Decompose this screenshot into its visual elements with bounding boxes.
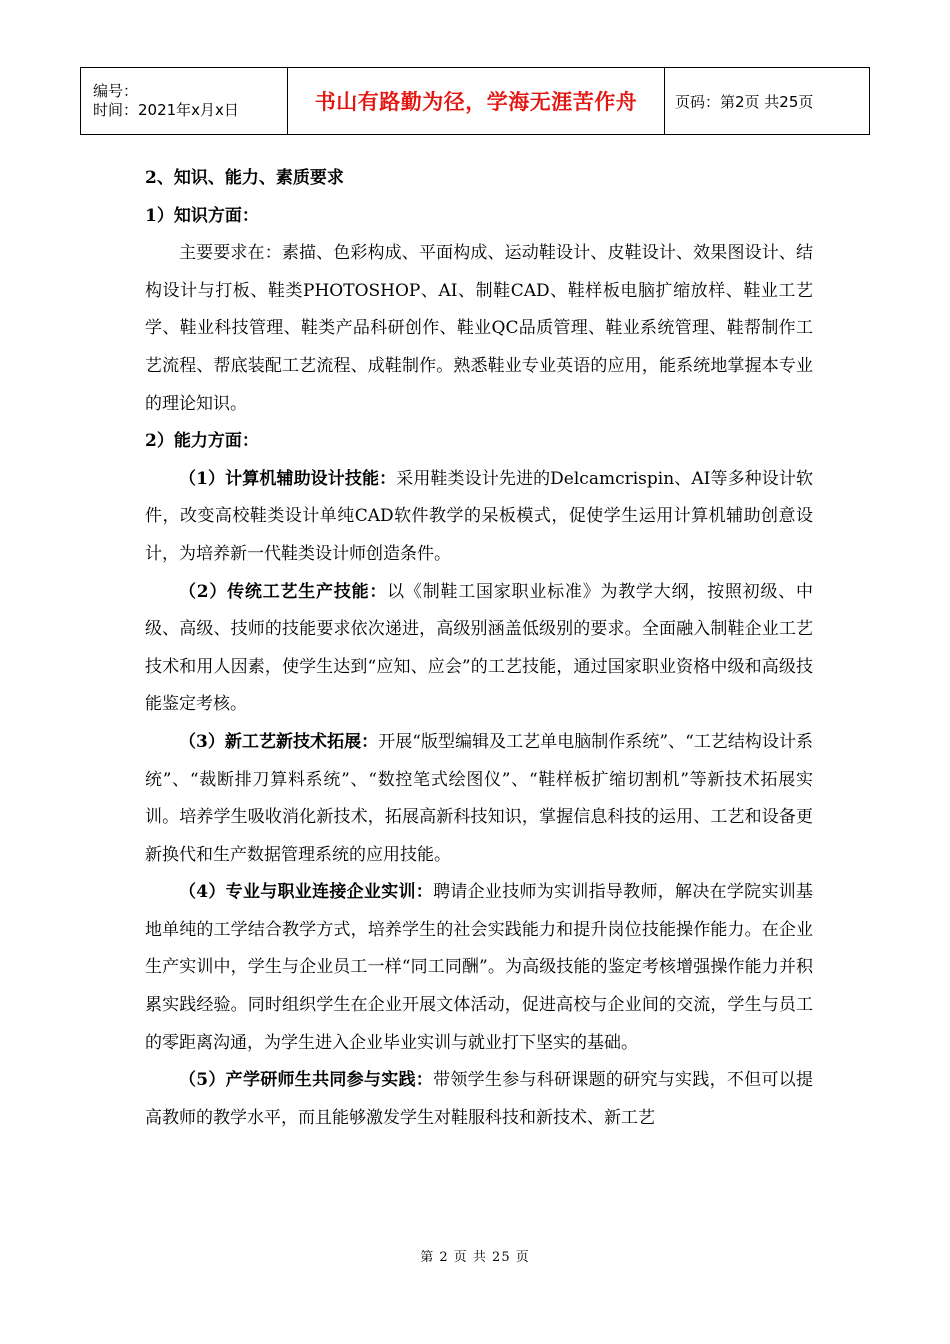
page-header xyxy=(80,67,870,135)
ability-item-5-title: （5）产学研师生共同参与实践： xyxy=(179,1070,434,1091)
page-footer: 第 2 页 共 25 页 xyxy=(420,1250,530,1265)
number-label: 编号： xyxy=(93,82,139,100)
ability-item-3-text: 开展“版型编辑及工艺单电脑制作系统”、“工艺结构设计系统”、“裁断排刀算料系统”、“数控笔式绘图仪”、“鞋样板扩缩切割机”等新技术拓展实训。培养学生吸收消化新技术，拓展高新科技知识，掌握信息科技的运用、工艺和设备更新换代和生产数据管理系统的应用技能。 xyxy=(145,731,814,865)
knowledge-title: 1）知识方面： xyxy=(145,205,259,226)
ability-item-1-text: 采用鞋类设计先进的Delcamcrispin、AI等多种设计软件，改变高校鞋类设计单纯CAD软件教学的呆板模式，促使学生运用计算机辅助创意设计，为培养新一代鞋类设计师创造条件。 xyxy=(145,468,813,564)
header-page-info: 页码：第2页 共25页 xyxy=(665,68,870,135)
ability-item-3-title: （3）新工艺新技术拓展： xyxy=(179,731,379,752)
section-title: 2、知识、能力、素质要求 xyxy=(145,168,344,188)
header-meta xyxy=(81,68,288,135)
ability-item-5-text: 带领学生参与科研课题的研究与实践，不但可以提高教师的教学水平，而且能够激发学生对鞋服科技和新技术、新工艺 xyxy=(145,1070,814,1128)
time-label: 时间：2021年x月x日 xyxy=(93,101,239,119)
ability-item-4-text: 聘请企业技师为实训指导教师，解决在学院实训基地单纯的工学结合教学方式，培养学生的社会实践能力和提升岗位技能操作能力。在企业生产实训中，学生与企业员工一样“同工同酬”。为高级技能的鉴定考核增强操作能力并积累实践经验。同时组织学生在企业开展文体活动，促进高校与企业间的交流，学生与员工的零距离沟通，为学生进入企业毕业实训与就业打下坚实的基础。 xyxy=(145,882,814,1053)
document-body xyxy=(145,160,813,1137)
ability-item-2-text: 以《制鞋工国家职业标准》为教学大纲，按照初级、中级、高级、技师的技能要求依次递进，高级别涵盖低级别的要求。全面融入制鞋企业工艺技术和用人因素，使学生达到“应知、应会”的工艺技能，通过国家职业资格中级和高级技能鉴定考核。 xyxy=(145,581,814,715)
ability-item-4-title: （4）专业与职业连接企业实训： xyxy=(179,882,434,903)
ability-item-5 xyxy=(145,1062,813,1137)
ability-title: 2）能力方面： xyxy=(145,431,259,452)
header-motto: 书山有路勤为径，学海无涯苦作舟 xyxy=(288,68,665,135)
ability-item-3 xyxy=(145,724,813,874)
ability-item-1 xyxy=(145,461,813,574)
ability-item-2 xyxy=(145,574,813,724)
knowledge-paragraph: 主要要求在：素描、色彩构成、平面构成、运动鞋设计、皮鞋设计、效果图设计、结构设计与打板、鞋类PHOTOSHOP、AI、制鞋CAD、鞋样板电脑扩缩放样、鞋业工艺学、鞋业科技管理、鞋类产品科研创作、鞋业QC品质管理、鞋业系统管理、鞋帮制作工艺流程、帮底装配工艺流程、成鞋制作。熟悉鞋业专业英语的应用，能系统地掌握本专业的理论知识。 xyxy=(145,243,813,414)
ability-item-4 xyxy=(145,874,813,1062)
ability-item-1-title: （1）计算机辅助设计技能： xyxy=(179,468,397,489)
ability-item-2-title: （2）传统工艺生产技能： xyxy=(179,581,388,602)
